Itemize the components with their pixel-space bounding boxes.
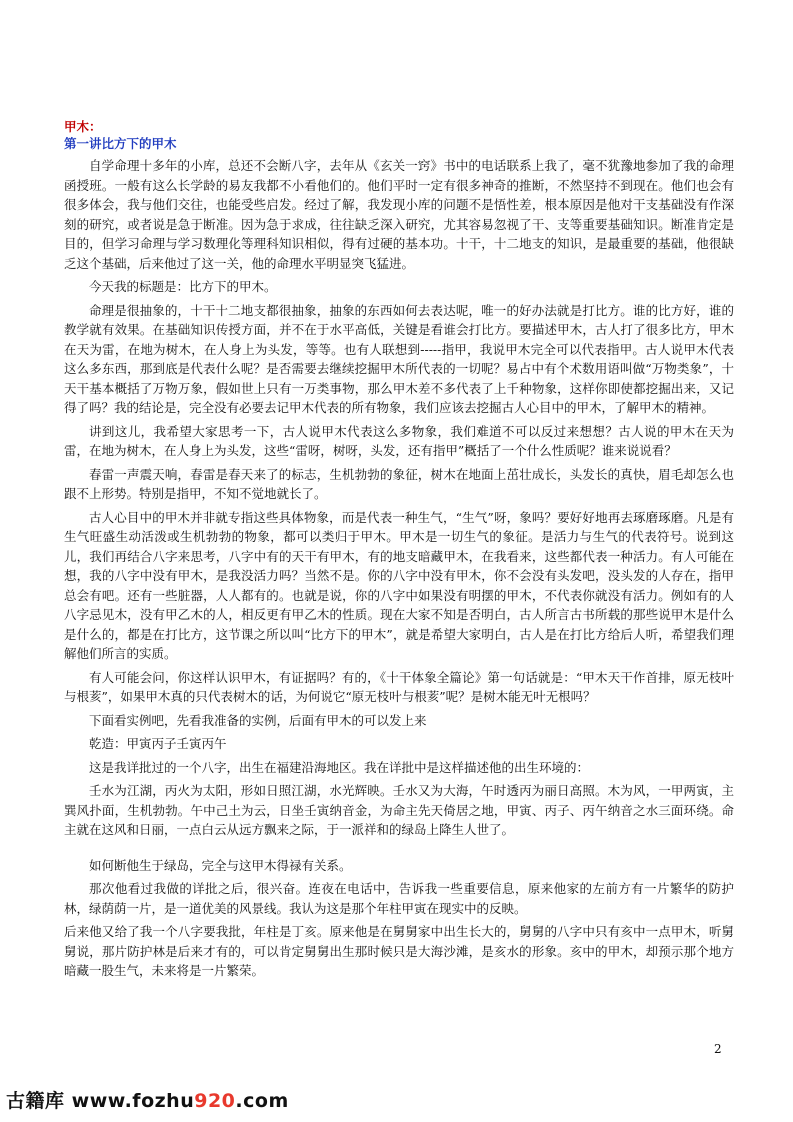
footer-watermark [6,1086,289,1113]
lecture-title: 第一讲比方下的甲木 [64,136,177,151]
paragraph-uncle: 后来他又给了我一个八字要我批，年柱是丁亥。原来他是在舅舅家中出生长大的，舅舅的八字中只有亥中一点甲木，听舅舅说，那片防护林是后来才有的，可以肯定舅舅出生那时候只是大海沙滩，是亥水的形象。亥中的甲木，却预示那个地方暗藏一股生气，未来将是一片繁荣。 [64,924,734,978]
paragraph-chart: 乾造：甲寅丙子壬寅丙午 [89,736,227,751]
paragraph-intro: 自学命理十多年的小库，总还不会断八字，去年从《玄关一窍》书中的电话联系上我了，毫不犹豫地参加了我的命理函授班。一般有这么长学龄的易友我都不小看他们的。他们平时一定有很多神奇的推断，不然坚持不到现在。他们也会有很多体会，我与他们交往，也能受些启发。经过了解，我发现小库的问题不是悟性差，根本原因是他对干支基础没有作深刻的研究，或者说是急于断准。因为急于求成，往往缺乏深入研究，尤其容易忽视了干、支等重要基础知识。断准肯定是目的，但学习命理与学习数理化等理科知识相似，得有过硬的基本功。十干，十二地支的知识，是最重要的基础，他很缺乏这个基础，后来他过了这一关，他的命理水平明显突飞猛进。 [64,158,734,271]
page-number: 2 [714,1042,722,1056]
paragraph-question: 讲到这儿，我希望大家思考一下，古人说甲木代表这么多物象，我们难道不可以反过来想想？古人说的甲木在天为雷，在地为树木，在人身上为头发，这些“雷呀，树呀，头发，还有指甲”概括了一个什么性质呢？谁来说说看？ [64,423,734,458]
footer-url-prefix: www.fozhu [71,1090,195,1112]
paragraph-forest: 那次他看过我做的详批之后，很兴奋。连夜在电话中，告诉我一些重要信息，原来他家的左前方有一片繁华的防护林，绿荫荫一片，是一道优美的风景线。我认为这是那个年柱甲寅在现实中的反映。 [64,881,734,916]
paragraph-chart-desc: 这是我详批过的一个八字，出生在福建沿海地区。我在详批中是这样描述他的出生环境的： [89,759,590,775]
paragraph-environment: 壬水为江湖，丙火为太阳，形如日照江湖，水光辉映。壬水又为大海，午时透丙为丽日高照。木为风，一甲两寅，主巽风扑面，生机勃勃。午中己土为云，日坐壬寅纳音金，为命主先天倚居之地，甲寅、丙子、丙午纳音之水三面环绕。命主就在这风和日丽，一点白云从远方飘来之际，于一派祥和的绿岛上降生人世了。 [64,783,734,837]
paragraph-vitality: 古人心目中的甲木并非就专指这些具体物象，而是代表一种生气，“生气”呀，象吗？要好好地再去琢磨琢磨。凡是有生气旺盛生动活泼或生机勃勃的物象，都可以类归于甲木。甲木是一切生气的象征。是活力与生气的代表符号。说到这儿，我们再结合八字来思考，八字中有的天干有甲木，有的地支暗藏甲木，在我看来，这些都代表一种活力。有人可能在想，我的八字中没有甲木，是我没活力吗？当然不是。你的八字中没有甲木，你不会没有头发吧，没头发的人存在，指甲总会有吧。还有一些脏器，人人都有的。也就是说，你的八字中如果没有明摆的甲木，不代表你就没有活力。例如有的人八字忌见木，没有甲乙木的人，相反更有甲乙木的性质。现在大家不知是否明白，古人所言古书所载的那些说甲木是什么是什么的，都是在打比方，这节课之所以叫“比方下的甲木”，就是希望大家明白，古人是在打比方给后人听，希望我们理解他们所言的实质。 [64,509,734,661]
spacer [64,840,734,856]
paragraph-example-intro: 下面看实例吧，先看我准备的实例，后面有甲木的可以发上来 [89,712,427,728]
paragraph-spring-thunder: 春雷一声震天响，春雷是春天来了的标志，生机勃勃的象征，树木在地面上茁壮成长，头发长的真快，眉毛却怎么也跟不上形势。特别是指甲，不知不觉地就长了。 [64,466,734,501]
paragraph-green-island: 如何断他生于绿岛，完全与这甲木得禄有关系。 [89,857,352,873]
footer-url-suffix: .com [235,1090,289,1112]
paragraph-title-today: 今天我的标题是：比方下的甲木。 [89,279,277,294]
document-body [64,118,734,981]
paragraph-abstract-analogy: 命理是很抽象的，十干十二地支都很抽象，抽象的东西如何去表达呢，唯一的好办法就是打比方。谁的比方好，谁的教学就有效果。在基础知识传授方面，并不在于水平高低，关键是看谁会打比方。要描述甲木，古人打了很多比方，甲木在天为雷，在地为树木，在人身上为头发，等等。也有人联想到-----指甲，我说甲木完全可以代表指甲。古人说甲木代表这么多东西，那到底是代表什么呢？是否需要去继续挖掘甲木所代表的一切呢？易占中有个术数用语叫做“万物类象”，十天干基本概括了万物万象，假如世上只有一万类事物，那么甲木差不多代表了上千种物象，这样你即使都挖掘出来，又记得了吗？我的结论是，完全没有必要去记甲木代表的所有物象，我们应该去挖掘古人心目中的甲木，了解甲木的精神。 [64,302,734,415]
footer-url [72,1090,289,1112]
footer-site-name: 古籍库 [6,1090,65,1112]
paragraph-evidence: 有人可能会问，你这样认识甲木，有证据吗？有的，《十干体象全篇论》第一句话就是：“甲木天干作首排，原无枝叶与根荄”，如果甲木真的只代表树木的话，为何说它“原无枝叶与根荄”呢？是树木能无叶无根吗？ [64,669,734,704]
chapter-heading: 甲木： [64,119,102,134]
footer-url-number: 920 [194,1090,236,1112]
